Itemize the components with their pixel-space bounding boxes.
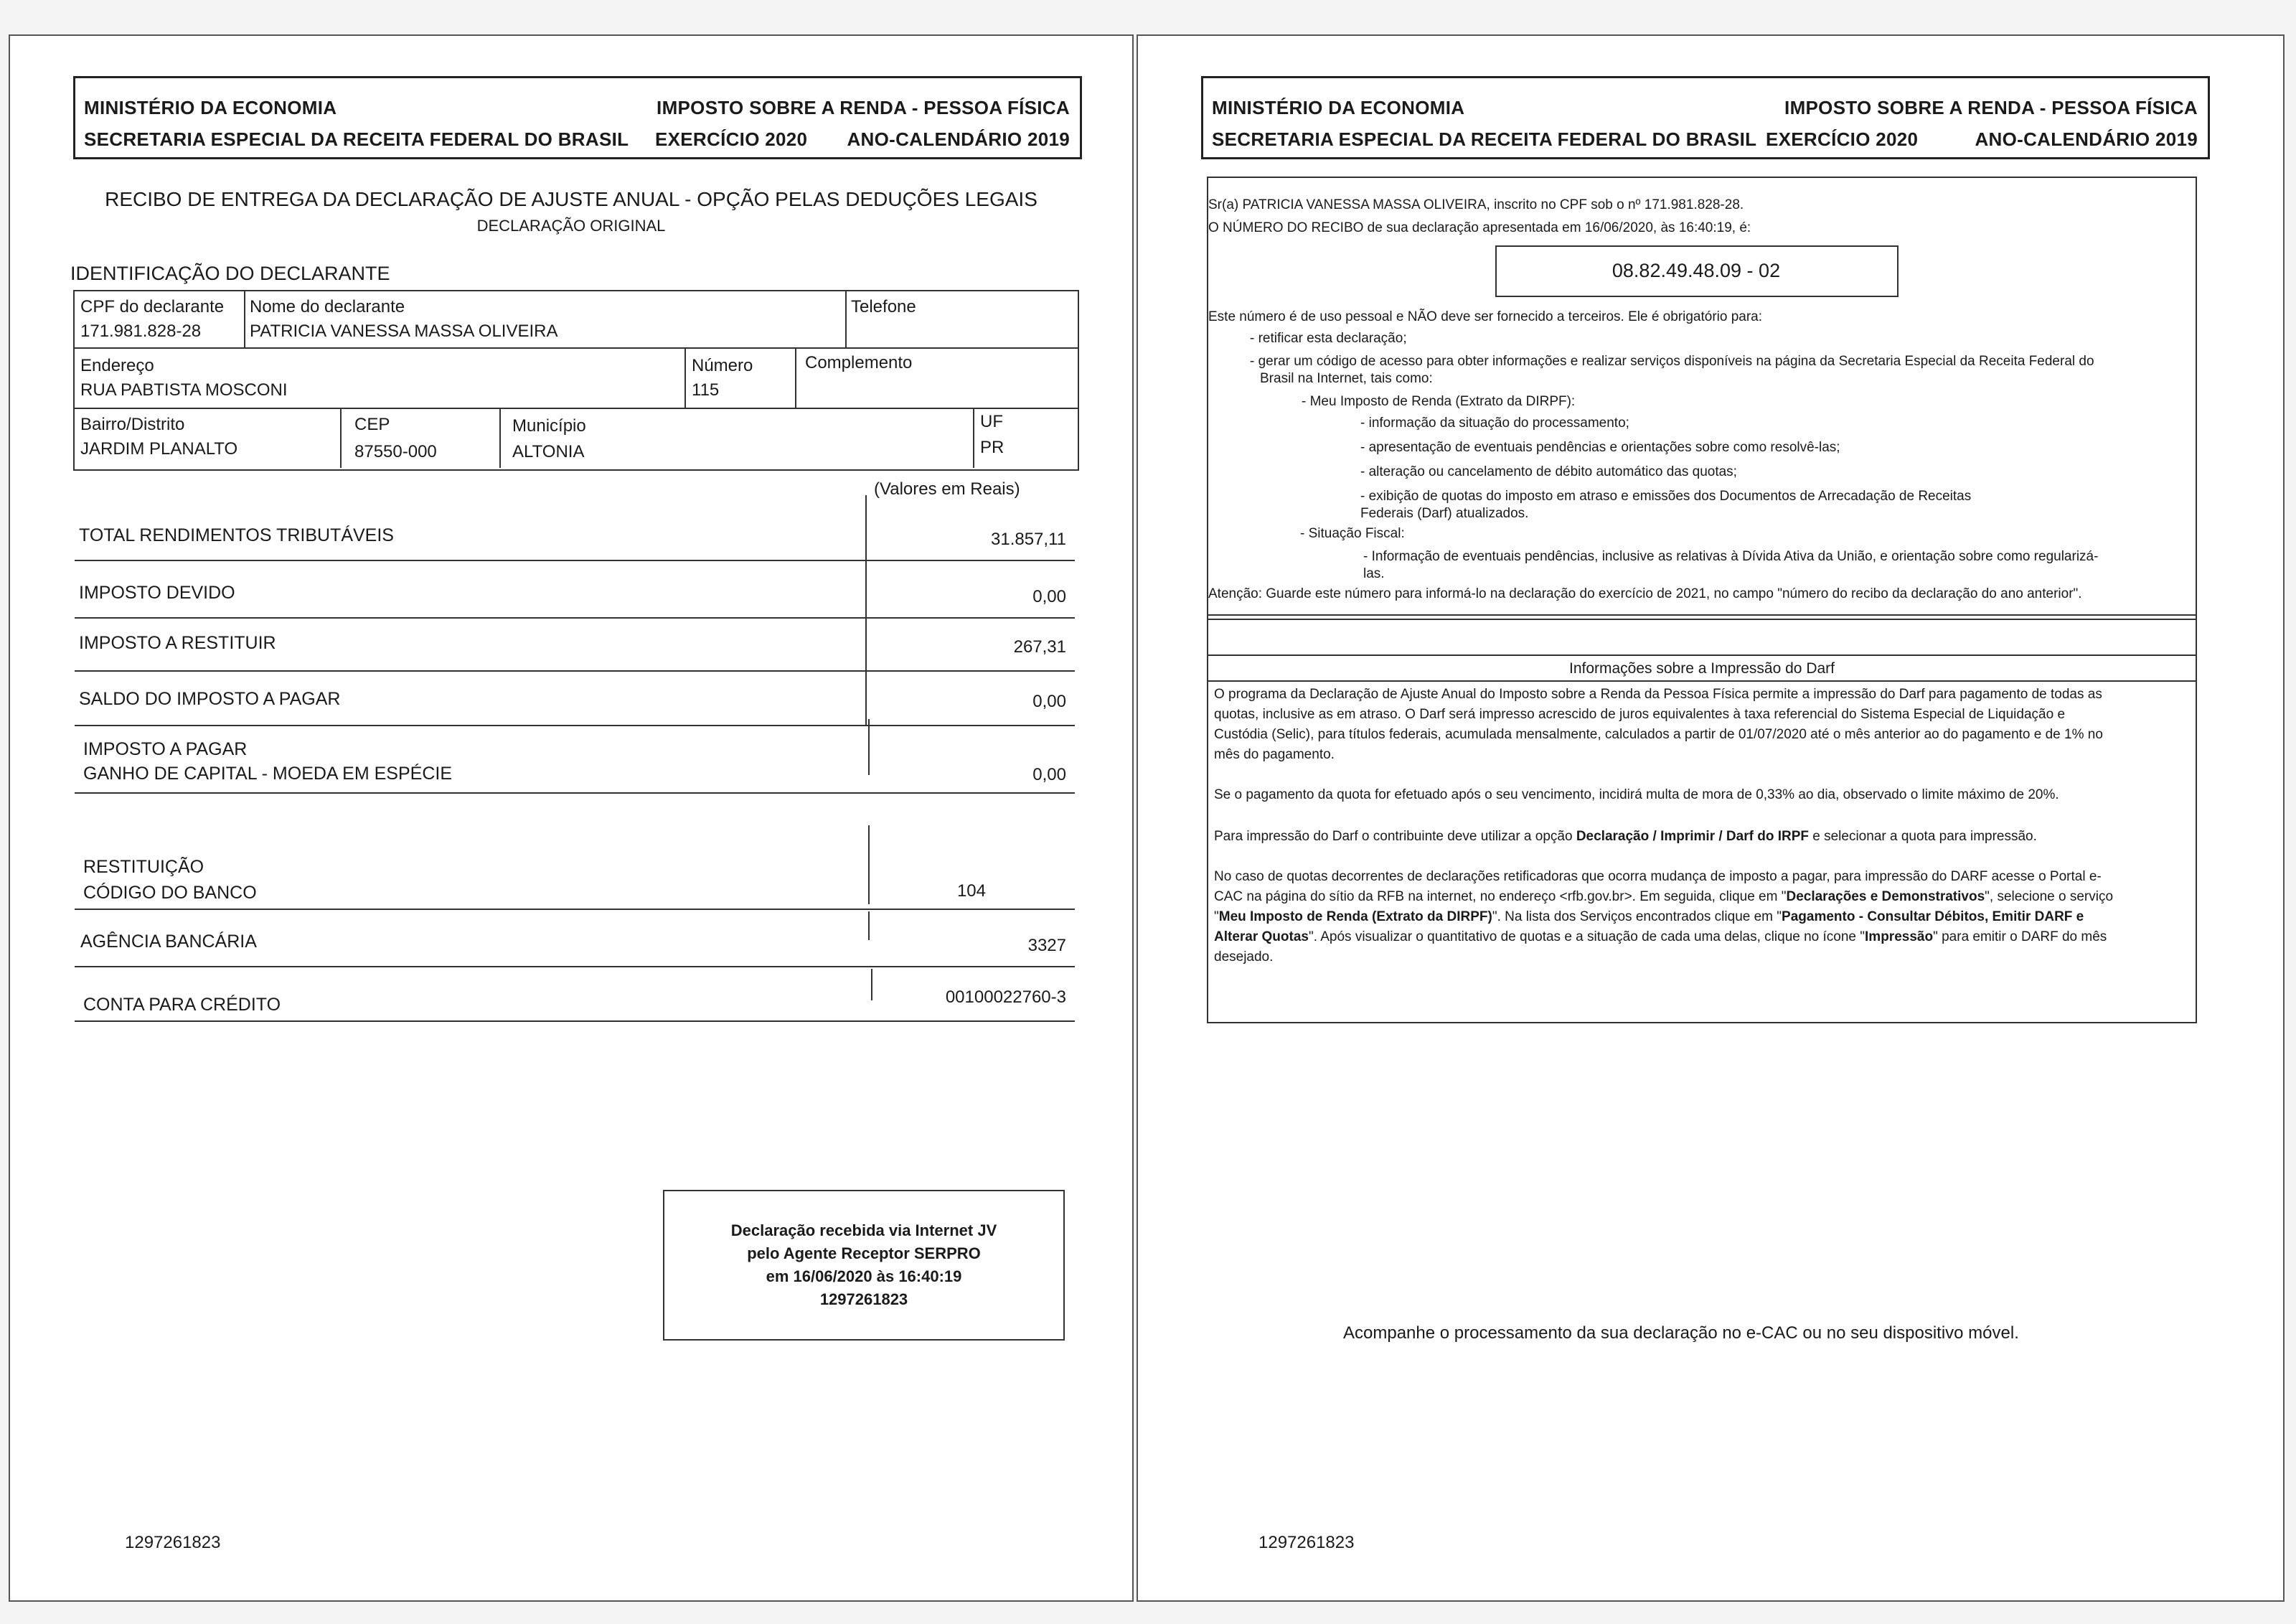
exercise-label: EXERCÍCIO 2020 (655, 128, 808, 150)
number-label: Número (692, 356, 753, 375)
follow-up-note: Acompanhe o processamento da sua declaração no e-CAC ou no seu dispositivo móvel. (1343, 1323, 2019, 1343)
district-label: Bairro/Distrito (80, 415, 185, 434)
usage-paragraph: Este número é de uso pessoal e NÃO deve ser fornecido a terceiros. Ele é obrigatório para: (1208, 309, 1763, 324)
section-title: IDENTIFICAÇÃO DO DECLARANTE (70, 263, 390, 284)
bullet-meu-imposto: - Meu Imposto de Renda (Extrato da DIRPF): (1302, 394, 1576, 409)
receipt-stamp-box (663, 1190, 1065, 1341)
tax-due-label: IMPOSTO DEVIDO (79, 583, 235, 603)
city-label: Município (512, 416, 586, 436)
bullet-quotas-1: - exibição de quotas do imposto em atraso e emissões dos Documentos de Arrecadação de Receitas (1360, 489, 1972, 504)
darf-paragraph-4c: "Meu Imposto de Renda (Extrato da DIRPF)". Na lista dos Serviços encontrados clique em "Pagamento - Consultar Débitos, Emitir DARF e (1214, 909, 2084, 924)
receipt-line-1: Declaração recebida via Internet JV (730, 1221, 997, 1239)
name-label: Nome do declarante (250, 297, 405, 316)
bullet-processing: - informação da situação do processamento; (1360, 416, 1629, 431)
cep-label: CEP (354, 415, 390, 434)
right-header-box (1201, 76, 2210, 159)
name-value: PATRICIA VANESSA MASSA OLIVEIRA (250, 321, 558, 341)
intro-line-1: Sr(a) PATRICIA VANESSA MASSA OLIVEIRA, inscrito no CPF sob o nº 171.981.828-28. (1208, 197, 1744, 212)
calendar-year-label: ANO-CALENDÁRIO 2019 (847, 128, 1070, 150)
ministry-label: MINISTÉRIO DA ECONOMIA (1212, 97, 1465, 118)
attention-note: Atenção: Guarde este número para informá-lo na declaração do exercício de 2021, no campo "número do recibo da declaração do ano anterior". (1208, 586, 2082, 601)
darf-paragraph-1d: mês do pagamento. (1214, 747, 1335, 762)
ministry-label: MINISTÉRIO DA ECONOMIA (84, 97, 337, 118)
bullet-rectify: - retificar esta declaração; (1250, 331, 1407, 346)
darf-paragraph-1a: O programa da Declaração de Ajuste Anual do Imposto sobre a Renda da Pessoa Física permite a impressão do Darf para pagamento de todas as (1214, 687, 2102, 702)
document-title: RECIBO DE ENTREGA DA DECLARAÇÃO DE AJUSTE ANUAL - OPÇÃO PELAS DEDUÇÕES LEGAIS (105, 188, 1038, 210)
agency-value: 3327 (1027, 936, 1066, 955)
receipt-line-4: 1297261823 (819, 1290, 908, 1308)
secretariat-label: SECRETARIA ESPECIAL DA RECEITA FEDERAL DO BRASIL (1212, 128, 1757, 150)
receipt-line-3: em 16/06/2020 às 16:40:19 (766, 1267, 962, 1285)
values-note: (Valores em Reais) (874, 479, 1020, 499)
account-label: CONTA PARA CRÉDITO (83, 995, 281, 1015)
bullet-debit: - alteração ou cancelamento de débito automático das quotas; (1360, 464, 1737, 479)
secretariat-label: SECRETARIA ESPECIAL DA RECEITA FEDERAL DO BRASIL (84, 128, 629, 150)
total-income-value: 31.857,11 (991, 530, 1066, 549)
cep-value: 87550-000 (354, 442, 437, 461)
intro-line-2: O NÚMERO DO RECIBO de sua declaração apresentada em 16/06/2020, às 16:40:19, é: (1208, 220, 1751, 235)
darf-paragraph-3: Para impressão do Darf o contribuinte deve utilizar a opção Declaração / Imprimir / Darf do IRPF e selecionar a quota para impressão. (1214, 829, 2037, 844)
bullet-debts-2: las. (1363, 566, 1385, 581)
tax-to-pay-label: IMPOSTO A PAGAR (83, 739, 248, 759)
tax-label: IMPOSTO SOBRE A RENDA - PESSOA FÍSICA (1784, 97, 2198, 118)
cpf-value: 171.981.828-28 (80, 321, 202, 341)
left-header-box (73, 76, 1082, 159)
uf-label: UF (980, 412, 1003, 431)
capital-gain-label: GANHO DE CAPITAL - MOEDA EM ESPÉCIE (83, 764, 452, 784)
calendar-year-label: ANO-CALENDÁRIO 2019 (1975, 128, 2198, 150)
bullet-pendencies: - apresentação de eventuais pendências e orientações sobre como resolvê-las; (1360, 440, 1840, 455)
receipt-number: 08.82.49.48.09 - 02 (1612, 260, 1781, 281)
complement-label: Complemento (805, 353, 913, 372)
tax-refund-label: IMPOSTO A RESTITUIR (79, 633, 276, 653)
bullet-debts-1: - Informação de eventuais pendências, inclusive as relativas à Dívida Ativa da União, e orientação sobre como regularizá- (1363, 549, 2099, 564)
address-value: RUA PABTISTA MOSCONI (80, 380, 288, 400)
bank-code-label: CÓDIGO DO BANCO (83, 883, 257, 903)
tax-due-value: 0,00 (1032, 587, 1066, 606)
bullet-access-code-1: - gerar um código de acesso para obter informações e realizar serviços disponíveis na página da Secretaria Especial da Receita Federal do (1250, 354, 2094, 369)
bank-code-value: 104 (956, 881, 986, 901)
darf-title: Informações sobre a Impressão do Darf (1568, 660, 1835, 677)
darf-paragraph-4a: No caso de quotas decorrentes de declarações retificadoras que ocorra mudança de imposto a pagar, para impressão do DARF acesse o Portal e- (1214, 869, 2102, 884)
uf-value: PR (980, 438, 1004, 457)
darf-paragraph-4d: Alterar Quotas". Após visualizar o quantitativo de quotas e a situação de cada uma delas, clique no ícone "Impressão" para emitir o DARF do mês (1214, 929, 2107, 944)
tax-refund-value: 267,31 (1013, 637, 1066, 657)
darf-menu-path: Declaração / Imprimir / Darf do IRPF (1576, 829, 1809, 844)
right-page (1137, 34, 2285, 1602)
cpf-label: CPF do declarante (80, 297, 225, 316)
left-footer-code: 1297261823 (125, 1533, 221, 1552)
darf-paragraph-4e: desejado. (1214, 949, 1274, 964)
phone-label: Telefone (851, 297, 916, 316)
bullet-access-code-2: Brasil na Internet, tais como: (1260, 371, 1433, 386)
agency-label: AGÊNCIA BANCÁRIA (80, 931, 257, 952)
right-footer-code: 1297261823 (1258, 1533, 1355, 1552)
total-income-label: TOTAL RENDIMENTOS TRIBUTÁVEIS (79, 525, 394, 545)
tax-to-pay-value: 0,00 (1032, 765, 1066, 784)
document-subtitle: DECLARAÇÃO ORIGINAL (476, 217, 666, 235)
number-value: 115 (692, 380, 720, 400)
bullet-quotas-2: Federais (Darf) atualizados. (1360, 506, 1529, 521)
exercise-label: EXERCÍCIO 2020 (1766, 128, 1919, 150)
bullet-fiscal: - Situação Fiscal: (1300, 526, 1405, 541)
refund-section-label: RESTITUIÇÃO (83, 857, 204, 877)
darf-paragraph-4b: CAC na página do sítio da RFB na internet, no endereço <rfb.gov.br>. Em seguida, clique em "Declarações e Demonstrativos", selecione o serviço (1214, 889, 2114, 904)
darf-paragraph-1b: quotas, inclusive as em atraso. O Darf será impresso acrescido de juros equivalentes à taxa referencial do Sistema Especial de Liquidação e (1214, 707, 2066, 722)
city-value: ALTONIA (512, 442, 585, 461)
balance-label: SALDO DO IMPOSTO A PAGAR (79, 689, 341, 709)
district-value: JARDIM PLANALTO (80, 439, 238, 459)
left-page (9, 34, 1134, 1602)
address-label: Endereço (80, 356, 154, 375)
tax-label: IMPOSTO SOBRE A RENDA - PESSOA FÍSICA (657, 97, 1070, 118)
darf-paragraph-2: Se o pagamento da quota for efetuado após o seu vencimento, incidirá multa de mora de 0,33% ao dia, observado o limite máximo de 20%. (1214, 787, 2059, 802)
balance-value: 0,00 (1032, 692, 1066, 711)
darf-paragraph-1c: Custódia (Selic), para títulos federais, acumulada mensalmente, calculados a partir de 01/07/2020 até o mês anterior ao do pagamento e de 1% no (1214, 727, 2103, 742)
receipt-line-2: pelo Agente Receptor SERPRO (747, 1244, 981, 1262)
account-value: 00100022760-3 (945, 987, 1066, 1007)
